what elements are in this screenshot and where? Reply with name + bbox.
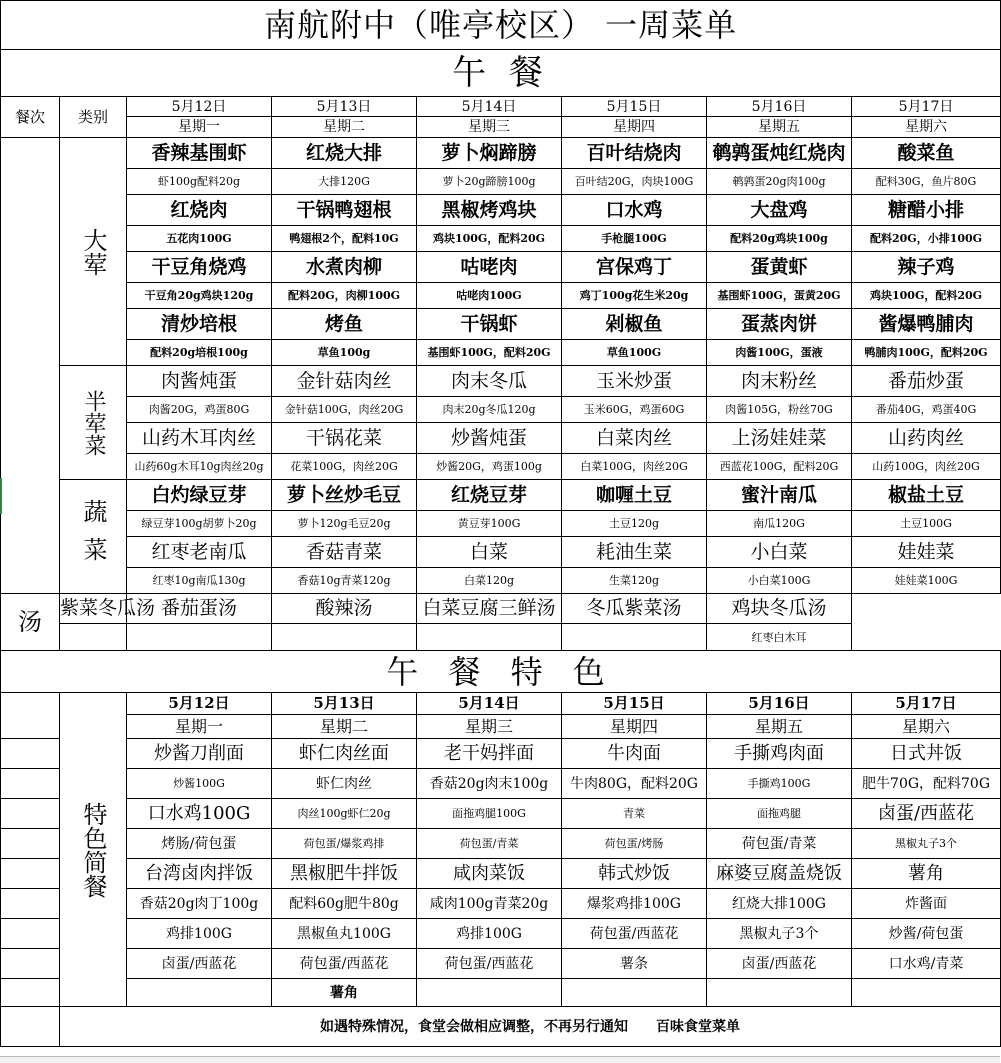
dish-portion: 山药100G，肉丝20G: [852, 454, 1001, 480]
category-label-special: 特色简餐: [60, 693, 127, 1007]
soup-name: 鸡块冬瓜汤: [707, 594, 852, 624]
dish-portion: 萝卜20g蹄膀100g: [417, 169, 562, 195]
special-item: 黑椒鱼丸100G: [272, 919, 417, 949]
dish-name: 金针菇肉丝: [272, 366, 417, 397]
special-item: 荷包蛋/青菜: [417, 829, 562, 859]
dish-name: 干锅虾: [417, 309, 562, 340]
dish-name: 咖喱土豆: [562, 480, 707, 511]
date-header: 5月14日: [417, 97, 562, 117]
dish-name: 干锅鸭翅根: [272, 195, 417, 226]
weekday-header: 星期三: [417, 117, 562, 138]
special-item: 牛肉面: [562, 739, 707, 769]
soup-extra: 红枣白木耳: [707, 624, 852, 651]
special-item: 韩式炒饭: [562, 859, 707, 889]
dish-portion: 山药60g木耳10g肉丝20g: [127, 454, 272, 480]
table-row: [1, 366, 1001, 397]
dish-name: 酸菜鱼: [852, 138, 1001, 169]
special-item: 青菜: [562, 799, 707, 829]
dish-portion: 鸭脯肉100G，配料20G: [852, 340, 1001, 366]
dish-portion: 草鱼100g: [272, 340, 417, 366]
dish-portion: 鸡块100G，配料20G: [417, 226, 562, 252]
dish-portion: 干豆角20g鸡块120g: [127, 283, 272, 309]
dish-name: 辣子鸡: [852, 252, 1001, 283]
soup-name: 白菜豆腐三鲜汤: [417, 594, 562, 624]
meal-label-empty: [1, 979, 60, 1007]
date-header: 5月17日: [852, 693, 1001, 715]
weekday-header: 星期四: [562, 715, 707, 739]
weekday-header: 星期三: [417, 715, 562, 739]
dish-portion: 红枣10g南瓜130g: [127, 568, 272, 594]
dish-portion: 配料30G，鱼片80G: [852, 169, 1001, 195]
dish-portion: 咕咾肉100G: [417, 283, 562, 309]
weekday-header: 星期一: [127, 117, 272, 138]
dish-portion: 基围虾100G，蛋黄20G: [707, 283, 852, 309]
weekday-header: 星期五: [707, 117, 852, 138]
dish-name: 鹌鹑蛋炖红烧肉: [707, 138, 852, 169]
dish-portion: 肉酱105G，粉丝70G: [707, 397, 852, 423]
date-header: 5月17日: [852, 97, 1001, 117]
weekday-header: 星期六: [852, 117, 1001, 138]
special-item: 日式丼饭: [852, 739, 1001, 769]
table-row: [1, 480, 1001, 511]
dish-portion: 配料20g培根100g: [127, 340, 272, 366]
table-row: [1, 340, 1001, 366]
special-item: 口水鸡100G: [127, 799, 272, 829]
table-row: [1, 949, 1001, 979]
special-item: 鸡排100G: [127, 919, 272, 949]
special-item: 荷包蛋/青菜: [707, 829, 852, 859]
dish-portion: 草鱼100G: [562, 340, 707, 366]
special-item: 手撕鸡100G: [707, 769, 852, 799]
weekday-header: 星期一: [127, 715, 272, 739]
special-item: 薯角: [272, 979, 417, 1007]
weekday-header: 星期二: [272, 117, 417, 138]
soup-extra: [127, 624, 272, 651]
dish-name: 白菜: [417, 537, 562, 568]
special-item: [127, 979, 272, 1007]
dish-name: 水煮肉柳: [272, 252, 417, 283]
date-header: 5月12日: [127, 693, 272, 715]
dish-portion: 西蓝花100G，配料20G: [707, 454, 852, 480]
dish-portion: 黄豆芽100G: [417, 511, 562, 537]
special-item: 卤蛋/西蓝花: [852, 799, 1001, 829]
table-row: [1, 138, 1001, 169]
dish-portion: 鹌鹑蛋20g肉100g: [707, 169, 852, 195]
table-row: [1, 97, 1001, 117]
dish-portion: 生菜120g: [562, 568, 707, 594]
dish-name: 烤鱼: [272, 309, 417, 340]
dish-portion: 萝卜120g毛豆20g: [272, 511, 417, 537]
special-item: 牛肉80G，配料20G: [562, 769, 707, 799]
table-row: [1, 423, 1001, 454]
dish-portion: 绿豆芽100g胡萝卜20g: [127, 511, 272, 537]
dish-portion: 大排120G: [272, 169, 417, 195]
dish-name: 肉末粉丝: [707, 366, 852, 397]
dish-name: 炒酱炖蛋: [417, 423, 562, 454]
date-header: 5月16日: [707, 97, 852, 117]
table-row: [1, 195, 1001, 226]
table-row: [1, 454, 1001, 480]
weekday-header: 星期四: [562, 117, 707, 138]
weekday-header: 星期五: [707, 715, 852, 739]
dish-portion: 娃娃菜100G: [852, 568, 1001, 594]
dish-name: 肉末冬瓜: [417, 366, 562, 397]
dish-name: 清炒培根: [127, 309, 272, 340]
date-header: 5月13日: [272, 693, 417, 715]
dish-portion: 白菜120g: [417, 568, 562, 594]
table-row: [1, 769, 1001, 799]
table-row: [1, 799, 1001, 829]
table-row: [1, 117, 1001, 138]
dish-portion: 肉酱100G，蛋液: [707, 340, 852, 366]
special-item: 肉丝100g虾仁20g: [272, 799, 417, 829]
dish-name: 娃娃菜: [852, 537, 1001, 568]
dish-portion: 手枪腿100G: [562, 226, 707, 252]
dish-name: 肉酱炖蛋: [127, 366, 272, 397]
dish-portion: 花菜100G，肉丝20G: [272, 454, 417, 480]
table-row: [1, 859, 1001, 889]
meal-label-empty: [1, 769, 60, 799]
table-row: [1, 889, 1001, 919]
special-item: [852, 979, 1001, 1007]
table-row: [1, 568, 1001, 594]
special-item: 老干妈拌面: [417, 739, 562, 769]
category-label-half: 半荤菜: [60, 366, 127, 480]
dish-portion: 土豆100G: [852, 511, 1001, 537]
special-item: [562, 979, 707, 1007]
meal-label-empty: [1, 799, 60, 829]
special-item: [417, 979, 562, 1007]
meal-label-empty: [1, 859, 60, 889]
date-header: 5月15日: [562, 693, 707, 715]
special-item: 荷包蛋/西蓝花: [562, 919, 707, 949]
dish-portion: 配料20g鸡块100g: [707, 226, 852, 252]
category-column-header: 类别: [60, 97, 127, 138]
special-item: 肥牛70G，配料70G: [852, 769, 1001, 799]
dish-portion: 配料20G，肉柳100G: [272, 283, 417, 309]
dish-name: 白灼绿豆芽: [127, 480, 272, 511]
dish-portion: 炒酱20G，鸡蛋100g: [417, 454, 562, 480]
meal-label-empty: [1, 739, 60, 769]
dish-name: 百叶结烧肉: [562, 138, 707, 169]
dish-name: 糖醋小排: [852, 195, 1001, 226]
table-row: [1, 1, 1001, 50]
dish-name: 红烧肉: [127, 195, 272, 226]
dish-portion: 虾100g配料20g: [127, 169, 272, 195]
dish-name: 蛋黄虾: [707, 252, 852, 283]
table-row: [1, 715, 1001, 739]
soup-name: 紫菜冬瓜汤: [60, 594, 127, 624]
table-row: [1, 397, 1001, 423]
special-item: 薯条: [562, 949, 707, 979]
soup-name: 番茄蛋汤: [127, 594, 272, 624]
dish-portion: 鸡丁100g花生米20g: [562, 283, 707, 309]
special-item: 炒酱100G: [127, 769, 272, 799]
special-item: 炒酱刀削面: [127, 739, 272, 769]
weekday-header: 星期六: [852, 715, 1001, 739]
date-header: 5月12日: [127, 97, 272, 117]
table-row: [1, 537, 1001, 568]
special-item: 配料60g肥牛80g: [272, 889, 417, 919]
dish-name: 耗油生菜: [562, 537, 707, 568]
special-item: 荷包蛋/烤肠: [562, 829, 707, 859]
dish-portion: 肉酱20G，鸡蛋80G: [127, 397, 272, 423]
dish-portion: 百叶结20G，肉块100G: [562, 169, 707, 195]
soup-extra: [272, 624, 417, 651]
special-item: 鸡排100G: [417, 919, 562, 949]
table-row: [1, 624, 1001, 651]
date-header: 5月15日: [562, 97, 707, 117]
dish-name: 口水鸡: [562, 195, 707, 226]
dish-portion: 肉末20g冬瓜120g: [417, 397, 562, 423]
table-row: [1, 252, 1001, 283]
table-row: [1, 829, 1001, 859]
table-row: [1, 50, 1001, 97]
soup-extra: [60, 624, 127, 651]
dish-name: 干豆角烧鸡: [127, 252, 272, 283]
special-item: 荷包蛋/爆浆鸡排: [272, 829, 417, 859]
meal-label-empty: [1, 949, 60, 979]
date-header: 5月13日: [272, 97, 417, 117]
dish-name: 红烧大排: [272, 138, 417, 169]
category-label-main: 大荤: [60, 138, 127, 366]
dish-name: 玉米炒蛋: [562, 366, 707, 397]
soup-name: 酸辣汤: [272, 594, 417, 624]
dish-name: 萝卜焖蹄膀: [417, 138, 562, 169]
special-item: 卤蛋/西蓝花: [127, 949, 272, 979]
dish-portion: 小白菜100G: [707, 568, 852, 594]
dish-portion: 玉米60G，鸡蛋60G: [562, 397, 707, 423]
category-label-soup: 汤: [1, 594, 60, 651]
meal-column-header: 餐次: [1, 97, 60, 138]
dish-portion: 香菇10g青菜120g: [272, 568, 417, 594]
special-item: 荷包蛋/西蓝花: [417, 949, 562, 979]
dish-name: 山药木耳肉丝: [127, 423, 272, 454]
meal-label-empty: [1, 1007, 60, 1047]
date-header: 5月14日: [417, 693, 562, 715]
dish-name: 红烧豆芽: [417, 480, 562, 511]
special-item: 口水鸡/青菜: [852, 949, 1001, 979]
special-item: 手撕鸡肉面: [707, 739, 852, 769]
table-row: [1, 651, 1001, 693]
weekday-header: 星期二: [272, 715, 417, 739]
special-item: 红烧大排100G: [707, 889, 852, 919]
special-item: 卤蛋/西蓝花: [707, 949, 852, 979]
soup-extra: [417, 624, 562, 651]
special-item: 台湾卤肉拌饭: [127, 859, 272, 889]
dish-name: 山药肉丝: [852, 423, 1001, 454]
soup-name: 冬瓜紫菜汤: [562, 594, 707, 624]
table-row: [1, 919, 1001, 949]
table-row: [1, 693, 1001, 715]
dish-name: 酱爆鸭脯肉: [852, 309, 1001, 340]
special-item: [707, 979, 852, 1007]
special-item: 虾仁肉丝面: [272, 739, 417, 769]
table-row: [1, 979, 1001, 1007]
dish-name: 剁椒鱼: [562, 309, 707, 340]
dish-name: 黑椒烤鸡块: [417, 195, 562, 226]
meal-label-empty: [1, 889, 60, 919]
dish-portion: 土豆120g: [562, 511, 707, 537]
table-row: [1, 283, 1001, 309]
table-row: [1, 739, 1001, 769]
special-item: 烤肠/荷包蛋: [127, 829, 272, 859]
dish-name: 萝卜丝炒毛豆: [272, 480, 417, 511]
dish-name: 红枣老南瓜: [127, 537, 272, 568]
special-item: 爆浆鸡排100G: [562, 889, 707, 919]
special-item: 麻婆豆腐盖烧饭: [707, 859, 852, 889]
dish-name: 宫保鸡丁: [562, 252, 707, 283]
meal-label-empty: [1, 829, 60, 859]
meal-label-empty: [1, 919, 60, 949]
special-item: 面拖鸡腿: [707, 799, 852, 829]
dish-name: 蜜汁南瓜: [707, 480, 852, 511]
meal-label-empty: [1, 693, 60, 739]
meal-label-empty: [1, 138, 60, 594]
dish-portion: 白菜100G，肉丝20G: [562, 454, 707, 480]
sheet-tab-bar[interactable]: [0, 1056, 1000, 1063]
table-row: [1, 1007, 1001, 1047]
dish-portion: 南瓜120G: [707, 511, 852, 537]
footer-note: 如遇特殊情况，食堂会做相应调整，不再另行通知 百味食堂菜单: [60, 1007, 1001, 1047]
special-item: 黑椒丸子3个: [707, 919, 852, 949]
dish-portion: 鸭翅根2个，配料10G: [272, 226, 417, 252]
special-heading: 午 餐 特 色: [1, 651, 1001, 693]
table-row: [1, 511, 1001, 537]
table-row: [1, 226, 1001, 252]
dish-name: 上汤娃娃菜: [707, 423, 852, 454]
dish-name: 大盘鸡: [707, 195, 852, 226]
dish-name: 干锅花菜: [272, 423, 417, 454]
category-label-veg: 蔬菜: [60, 480, 127, 594]
special-item: 香菇20g肉末100g: [417, 769, 562, 799]
special-item: 荷包蛋/西蓝花: [272, 949, 417, 979]
special-item: 香菇20g肉丁100g: [127, 889, 272, 919]
dish-name: 香辣基围虾: [127, 138, 272, 169]
dish-name: 椒盐土豆: [852, 480, 1001, 511]
dish-portion: 番茄40G，鸡蛋40G: [852, 397, 1001, 423]
special-item: 薯角: [852, 859, 1001, 889]
special-item: 虾仁肉丝: [272, 769, 417, 799]
table-row: [1, 309, 1001, 340]
special-item: 炒酱/荷包蛋: [852, 919, 1001, 949]
soup-extra: [562, 624, 707, 651]
date-header: 5月16日: [707, 693, 852, 715]
row-selection-marker: [0, 478, 2, 514]
special-item: 咸肉菜饭: [417, 859, 562, 889]
dish-portion: 鸡块100G，配料20G: [852, 283, 1001, 309]
lunch-heading: 午 餐: [1, 50, 1001, 97]
dish-portion: 金针菇100G，肉丝20G: [272, 397, 417, 423]
special-item: 黑椒肥牛拌饭: [272, 859, 417, 889]
special-item: 炸酱面: [852, 889, 1001, 919]
page-title: 南航附中（唯亭校区） 一周菜单: [1, 1, 1001, 50]
dish-portion: 配料20G，小排100G: [852, 226, 1001, 252]
dish-name: 香菇青菜: [272, 537, 417, 568]
table-row: [1, 594, 1001, 624]
special-item: 黑椒丸子3个: [852, 829, 1001, 859]
dish-name: 蛋蒸肉饼: [707, 309, 852, 340]
dish-name: 小白菜: [707, 537, 852, 568]
dish-portion: 五花肉100G: [127, 226, 272, 252]
special-item: 面拖鸡腿100G: [417, 799, 562, 829]
table-row: [1, 169, 1001, 195]
special-item: 咸肉100g青菜20g: [417, 889, 562, 919]
dish-name: 咕咾肉: [417, 252, 562, 283]
dish-portion: 基围虾100G，配料20G: [417, 340, 562, 366]
dish-name: 番茄炒蛋: [852, 366, 1001, 397]
dish-name: 白菜肉丝: [562, 423, 707, 454]
